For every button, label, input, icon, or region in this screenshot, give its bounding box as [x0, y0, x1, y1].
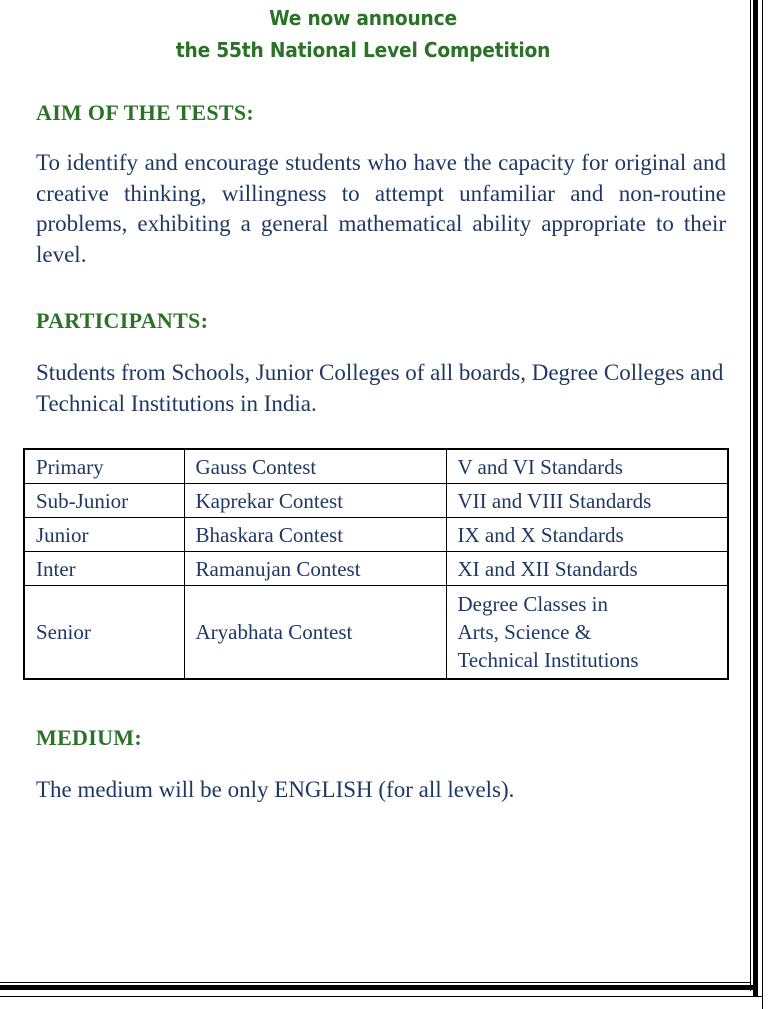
table-row: [24, 518, 728, 552]
spacer: [0, 334, 744, 358]
table-cell-level: Inter: [24, 552, 184, 586]
section-body-medium: The medium will be only ENGLISH (for all levels).: [36, 777, 515, 802]
table-cell-level: Primary: [24, 449, 184, 484]
table-row: [24, 484, 728, 518]
table-cell-contest: Aryabhata Contest: [184, 586, 446, 680]
spacer: [0, 419, 744, 448]
page-border-bottom-inner: [0, 982, 751, 983]
table-cell-contest: Ramanujan Contest: [184, 552, 446, 586]
section-heading-medium: MEDIUM:: [36, 725, 142, 750]
section-heading-participants: PARTICIPANTS:: [36, 308, 209, 333]
section-body-participants: Students from Schools, Junior Colleges of all boards, Degree Colleges and Technical Institutions in India.: [36, 360, 724, 416]
page-border-right-inner: [750, 0, 751, 991]
spacer: [0, 680, 744, 725]
table-row: [24, 449, 728, 484]
page-border-bottom-thick: [0, 985, 758, 990]
table-cell-contest: Kaprekar Contest: [184, 484, 446, 518]
table-cell-eligibility: [446, 586, 728, 680]
levels-table: [23, 448, 729, 680]
table-cell-contest: Bhaskara Contest: [184, 518, 446, 552]
table-cell-eligibility: V and VI Standards: [446, 449, 728, 484]
table-cell-level: Senior: [24, 586, 184, 680]
table-cell-eligibility-line-1: Degree Classes in: [457, 592, 608, 616]
section-heading-aim: AIM OF THE TESTS:: [36, 100, 255, 125]
table-row: [24, 552, 728, 586]
table-row: [24, 586, 728, 680]
table-cell-contest: Gauss Contest: [184, 449, 446, 484]
spacer: [0, 126, 744, 148]
page-border-right-thick: [753, 0, 758, 997]
page-border-bottom-outer: [0, 996, 763, 997]
announcement-title: [0, 0, 744, 66]
table-cell-eligibility: XI and XII Standards: [446, 552, 728, 586]
table-cell-level: Sub-Junior: [24, 484, 184, 518]
spacer: [0, 751, 744, 775]
table-cell-level: Junior: [24, 518, 184, 552]
page-border-right-outer: [762, 0, 763, 1009]
table-cell-eligibility-line-3: Technical Institutions: [457, 648, 639, 672]
title-line-1: We now announce: [269, 6, 457, 30]
spacer: [0, 270, 744, 308]
table-cell-eligibility: IX and X Standards: [446, 518, 728, 552]
levels-table-wrapper: [0, 448, 744, 680]
spacer: [0, 66, 744, 100]
table-cell-eligibility: VII and VIII Standards: [446, 484, 728, 518]
title-line-2: the 55th National Level Competition: [175, 38, 551, 62]
section-body-aim: To identify and encourage students who have the capacity for original and creative thinking, willingness to attempt unfamiliar and non-routine problems, exhibiting a general mathematical ability appropriate to their level.: [36, 150, 726, 267]
table-cell-eligibility-line-2: Arts, Science &: [457, 620, 592, 644]
